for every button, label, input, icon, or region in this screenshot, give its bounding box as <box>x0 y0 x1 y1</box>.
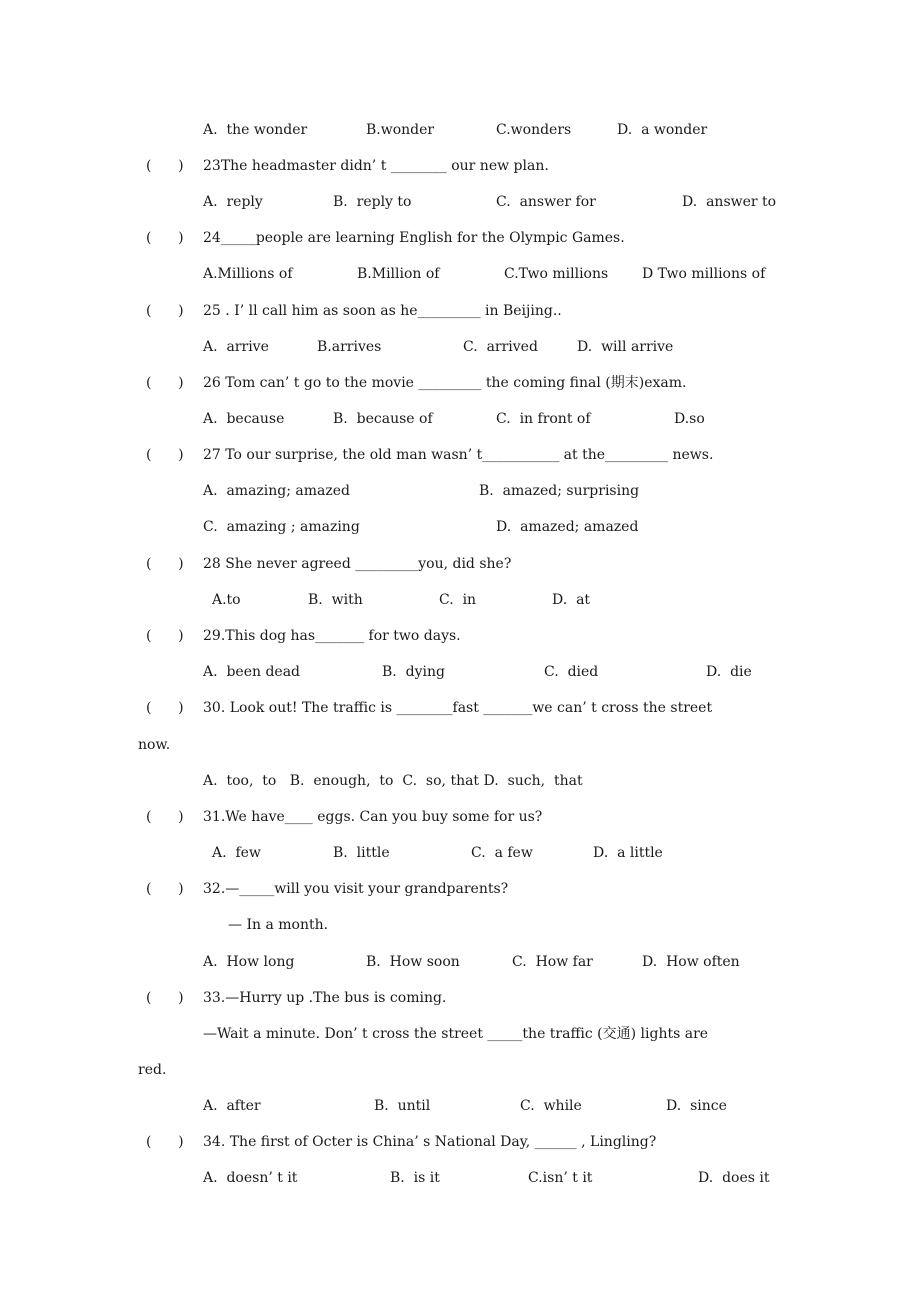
question-stem: 28 She never agreed _________you, did she? <box>203 556 512 572</box>
option-c: C.Two millions <box>504 266 609 282</box>
option-a: A. doesn’ t it <box>203 1170 298 1186</box>
question-stem-continued: red. <box>138 1062 167 1078</box>
option-d: D. since <box>666 1098 727 1114</box>
option-d: D. a little <box>593 845 663 861</box>
option-a: A.Millions of <box>203 266 293 282</box>
dialogue-reply: — In a month. <box>228 917 329 933</box>
option-b: B.Million of <box>357 266 440 282</box>
option-a: A. after <box>203 1098 261 1114</box>
option-d: D. die <box>706 664 752 680</box>
option-c: C.wonders <box>496 122 572 138</box>
answer-bracket[interactable]: ( ) <box>146 375 184 391</box>
option-c: C. in <box>439 592 477 608</box>
option-c: C. arrived <box>463 339 538 355</box>
answer-bracket[interactable]: ( ) <box>146 1134 184 1150</box>
option-b: B. little <box>333 845 390 861</box>
option-c: C. while <box>520 1098 582 1114</box>
option-c: C. died <box>544 664 599 680</box>
answer-bracket[interactable]: ( ) <box>146 303 184 319</box>
option-d: D. How often <box>642 954 740 970</box>
question-stem: 30. Look out! The traffic is ________fast _______we can’ t cross the street <box>203 700 713 716</box>
option-d: D. will arrive <box>577 339 674 355</box>
option-b: B.wonder <box>366 122 435 138</box>
option-b: B. because of <box>333 411 433 427</box>
option-a: A. How long <box>203 954 295 970</box>
option-b: B. amazed; surprising <box>479 483 640 499</box>
option-d: D. answer to <box>682 194 777 210</box>
option-a: A. reply <box>203 194 263 210</box>
option-b: B. with <box>308 592 363 608</box>
answer-bracket[interactable]: ( ) <box>146 990 184 1006</box>
option-a: A. the wonder <box>203 122 308 138</box>
option-d: D. at <box>552 592 591 608</box>
option-d: D Two millions of <box>642 266 766 282</box>
option-a: A. arrive <box>203 339 269 355</box>
option-a: A. few <box>212 845 261 861</box>
option-b: B. is it <box>390 1170 440 1186</box>
answer-bracket[interactable]: ( ) <box>146 158 184 174</box>
answer-bracket[interactable]: ( ) <box>146 556 184 572</box>
question-stem: 23The headmaster didn’ t ________ our new plan. <box>203 158 549 174</box>
option-b: B. until <box>374 1098 431 1114</box>
question-stem: 24_____people are learning English for the Olympic Games. <box>203 230 625 246</box>
option-b: B. How soon <box>366 954 460 970</box>
option-b: B.arrives <box>317 339 382 355</box>
option-b: B. dying <box>382 664 445 680</box>
option-d: D.so <box>674 411 705 427</box>
question-stem: 26 Tom can’ t go to the movie _________ the coming final (期末)exam. <box>203 375 687 391</box>
option-a: A. amazing; amazed <box>203 483 351 499</box>
question-stem: 27 To our surprise, the old man wasn’ t___________ at the_________ news. <box>203 447 714 463</box>
option-b: B. reply to <box>333 194 412 210</box>
option-list: A. too, to B. enough, to C. so, that D. such, that <box>203 773 583 789</box>
question-stem: 29.This dog has_______ for two days. <box>203 628 461 644</box>
question-stem: 33.—Hurry up .The bus is coming. <box>203 990 447 1006</box>
question-stem: 31.We have____ eggs. Can you buy some for us? <box>203 809 543 825</box>
answer-bracket[interactable]: ( ) <box>146 447 184 463</box>
dialogue-reply: —Wait a minute. Don’ t cross the street _____the traffic (交通) lights are <box>203 1026 709 1042</box>
question-stem: 34. The first of Octer is China’ s National Day, ______ , Lingling? <box>203 1134 657 1150</box>
answer-bracket[interactable]: ( ) <box>146 881 184 897</box>
option-a: A. been dead <box>203 664 301 680</box>
answer-bracket[interactable]: ( ) <box>146 809 184 825</box>
question-stem: 32.—_____will you visit your grandparents? <box>203 881 509 897</box>
question-stem-continued: now. <box>138 737 171 753</box>
option-c: C.isn’ t it <box>528 1170 593 1186</box>
answer-bracket[interactable]: ( ) <box>146 628 184 644</box>
option-d: D. does it <box>698 1170 770 1186</box>
option-c: C. answer for <box>496 194 596 210</box>
option-a: A.to <box>212 592 241 608</box>
option-d: D. amazed; amazed <box>496 519 639 535</box>
option-c: C. How far <box>512 954 593 970</box>
option-a: A. because <box>203 411 285 427</box>
answer-bracket[interactable]: ( ) <box>146 230 184 246</box>
question-stem: 25 . I’ ll call him as soon as he_________ in Beijing.. <box>203 303 562 319</box>
option-c: C. in front of <box>496 411 591 427</box>
option-c: C. a few <box>471 845 533 861</box>
option-c: C. amazing ; amazing <box>203 519 360 535</box>
answer-bracket[interactable]: ( ) <box>146 700 184 716</box>
option-d: D. a wonder <box>617 122 708 138</box>
